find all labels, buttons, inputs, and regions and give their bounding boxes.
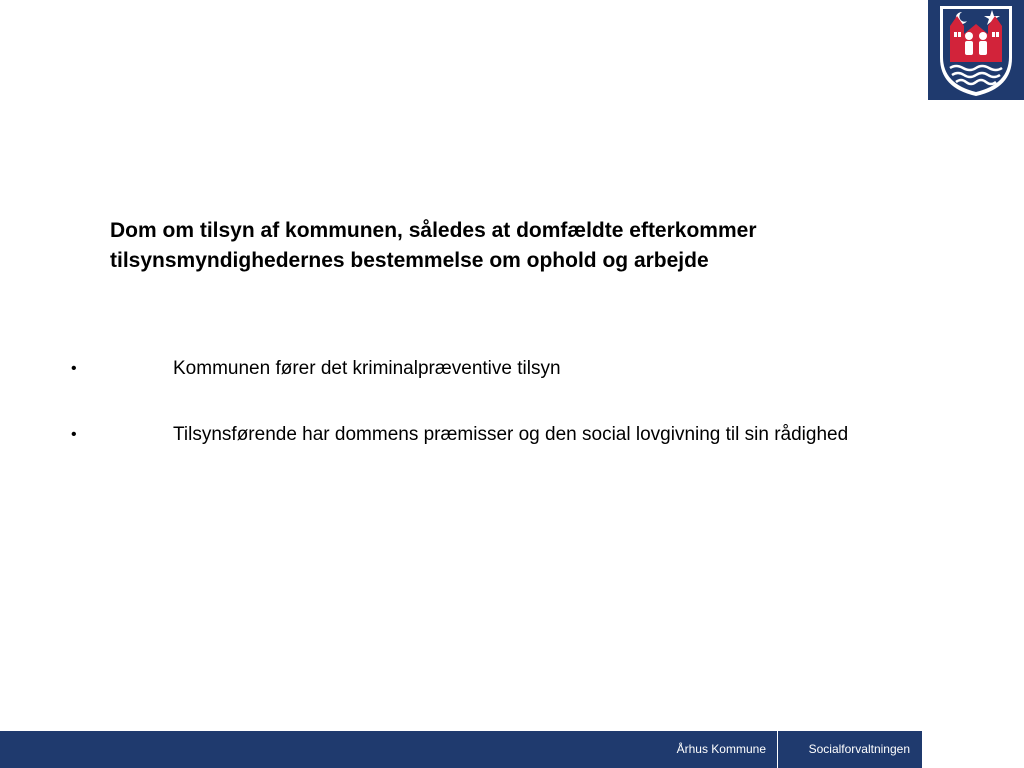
bullet-marker: • (71, 426, 77, 443)
footer-department: Socialforvaltningen (808, 742, 910, 756)
bullet-text: Tilsynsførende har dommens præmisser og den social lovgivning til sin rådighed (173, 424, 849, 445)
list-item (68, 356, 928, 382)
aarhus-coat-of-arms-icon (928, 0, 1024, 100)
bullet-list (68, 356, 928, 488)
slide-title: Dom om tilsyn af kommunen, således at domfældte efterkommer tilsynsmyndighedernes bestemmelse om ophold og arbejde (110, 219, 757, 272)
list-item (68, 422, 928, 448)
bullet-text: Kommunen fører det kriminalpræventive tilsyn (173, 358, 561, 379)
footer-divider (777, 731, 778, 768)
bullet-marker: • (71, 360, 77, 377)
footer-bar (0, 731, 922, 768)
footer-organization: Århus Kommune (676, 742, 766, 756)
